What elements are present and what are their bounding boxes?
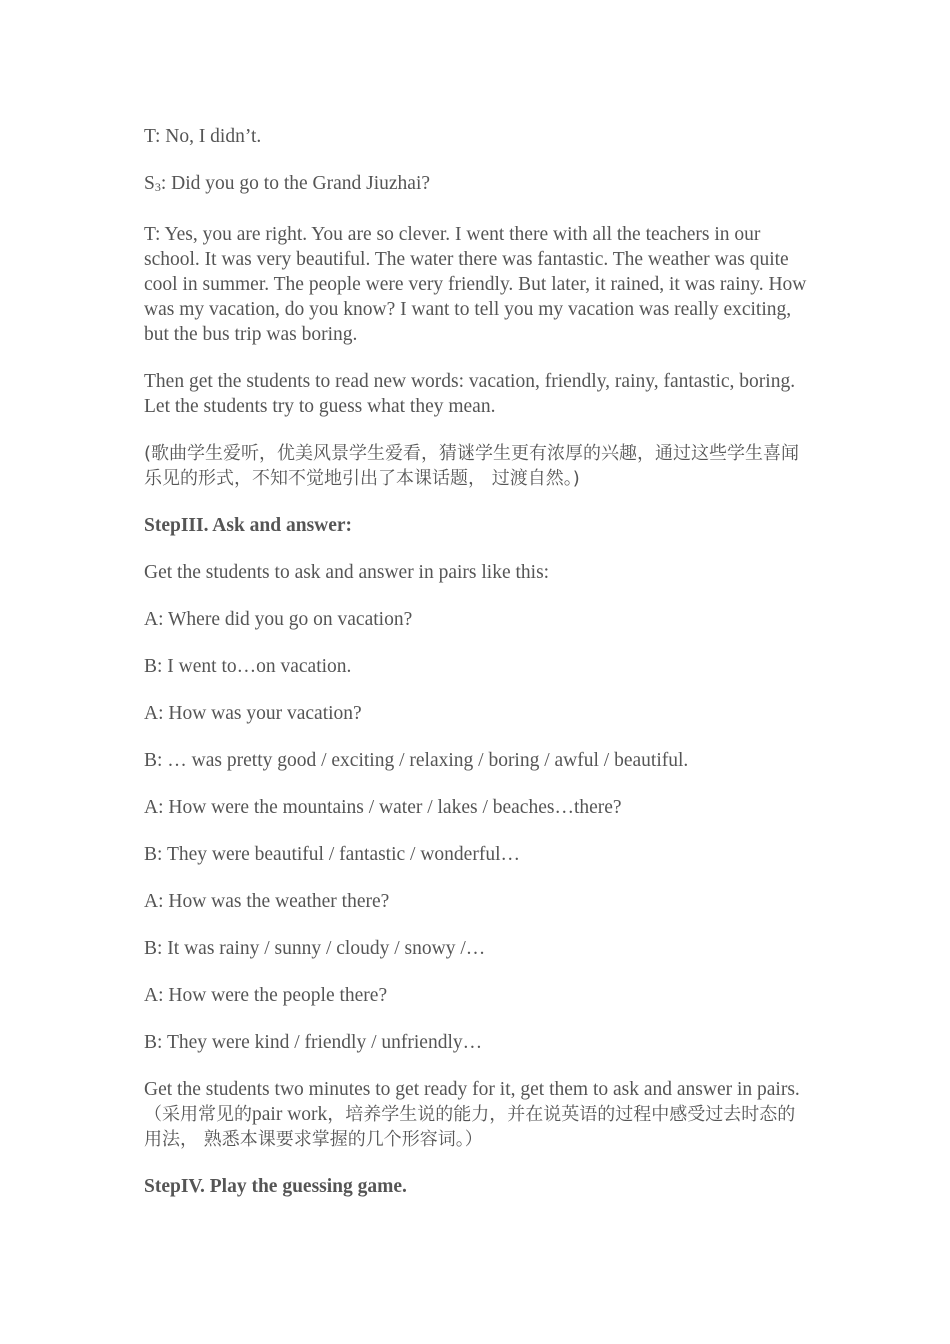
student-question-text: : Did you go to the Grand Jiuzhai?: [160, 173, 431, 194]
step-four-heading: StepIV. Play the guessing game.: [144, 1176, 407, 1197]
dialog-line: A: How were the people there?: [144, 985, 388, 1006]
dialog-line: B: It was rainy / sunny / cloudy / snowy /…: [144, 938, 486, 959]
pair-work-cn-open: （采用常见的: [144, 1104, 252, 1125]
pair-instruction: Get the students to ask and answer in pairs like this:: [144, 562, 550, 583]
dialog-line: A: How was your vacation?: [144, 703, 362, 724]
dialog-line: B: … was pretty good / exciting / relaxing / boring / awful / beautiful.: [144, 750, 689, 771]
dialog-line: B: They were kind / friendly / unfriendly…: [144, 1032, 483, 1053]
dialog-line: A: Where did you go on vacation?: [144, 609, 413, 630]
pair-work-term: pair work: [252, 1104, 328, 1125]
speaker-subscript: 3: [154, 180, 161, 194]
new-words-instruction: Then get the students to read new words: vacation, friendly, rainy, fantastic, boring. Let the students try to guess what they mean.: [144, 371, 796, 417]
speaker-label: S: [144, 173, 155, 194]
teacher-story: T: Yes, you are right. You are so clever. I went there with all the teachers in our school. It was very beautiful. The water there was fantastic. The weather was quite cool in summer. The people were very friendly. But later, it rained, it was rainy. How was my vacation, do you know? I want to tell you my vacation was really exciting, but the bus trip was boring.: [144, 224, 807, 345]
pair-work-english: Get the students two minutes to get ready for it, get them to ask and answer in pairs.: [144, 1079, 800, 1100]
document-page: [144, 124, 810, 1221]
chinese-note-1: (歌曲学生爱听，优美风景学生爱看，猜谜学生更有浓厚的兴趣，通过这些学生喜闻乐见的形式，不知不觉地引出了本课话题， 过渡自然。): [144, 443, 800, 489]
dialog-line: B: I went to…on vacation.: [144, 656, 352, 677]
dialog-line: A: How were the mountains / water / lakes / beaches…there?: [144, 797, 622, 818]
dialog-line: A: How was the weather there?: [144, 891, 390, 912]
teacher-line-no: T: No, I didn’t.: [144, 126, 262, 147]
dialog-line: B: They were beautiful / fantastic / wonderful…: [144, 844, 520, 865]
pair-work-paragraph: [144, 1077, 810, 1152]
step-three-heading: StepIII. Ask and answer:: [144, 515, 353, 536]
pair-work-cn-note: ，培养学生说的能力，并在说英语的过程中感受过去时态的用法， 熟悉本课要求掌握的几个形容词。）: [144, 1104, 796, 1150]
student-question: [144, 171, 810, 200]
